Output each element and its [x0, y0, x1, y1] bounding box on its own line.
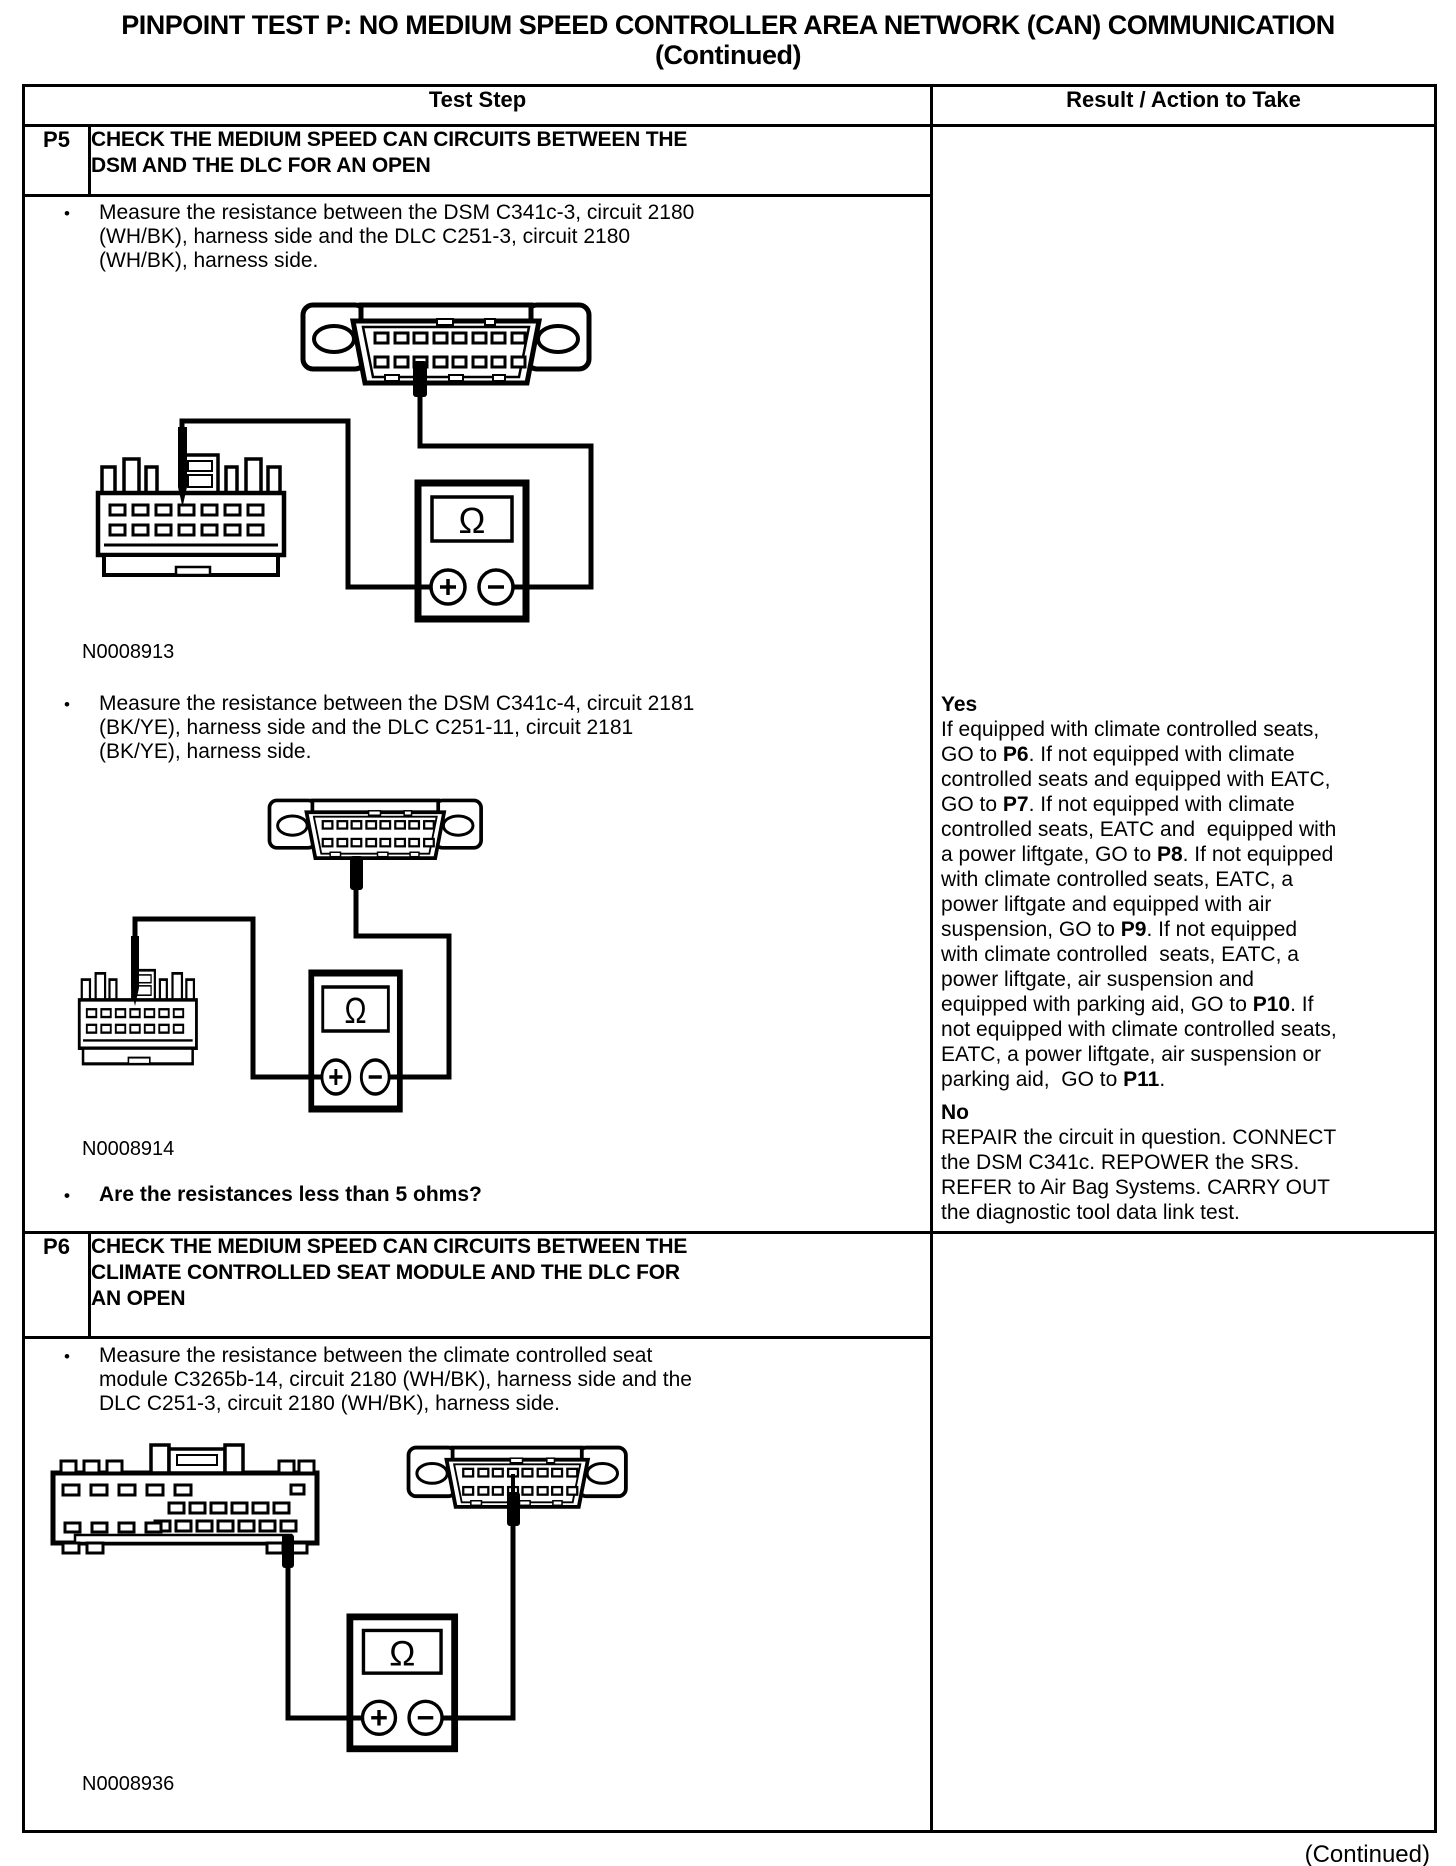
figure-label-2: N0008914	[82, 1138, 175, 1160]
wiring-diagram-n0008936	[39, 1436, 699, 1761]
wiring-diagram-n0008913	[51, 281, 711, 631]
step-p5-heading-row	[24, 126, 1436, 196]
result-yes-text: If equipped with climate controlled seats, GO to P6. If not equipped with climate controlled seats and equipped with EATC, GO to P7. If not equipped with climate controlled seats, EATC and equipped with a power liftgate, GO to P8. If not equipped with climate controlled seats, EATC, a power liftgate and equipped with air suspension, GO to P9. If not equipped with climate controlled seats, EATC, a power liftgate, air suspension and equipped with parking aid, GO to P10. If not equipped with climate controlled seats, EATC, a power liftgate, air suspension or parking aid, GO to P11.	[941, 718, 1337, 1091]
bullet-icon: •	[64, 695, 70, 714]
result-cell-p5	[932, 126, 1436, 1233]
result-no-label: No	[941, 1101, 970, 1124]
step-p5-question	[64, 1183, 930, 1208]
step-p5-bullet-1-text: Measure the resistance between the DSM C341c-3, circuit 2180 (WH/BK), harness side and the DLC C251-3, circuit 2180 (WH/BK), harness side.	[99, 201, 695, 272]
step-p6-bullet-1-text: Measure the resistance between the climate controlled seat module C3265b-14, circuit 2180 (WH/BK), harness side and the DLC C251-3, circuit 2180 (WH/BK), harness side.	[99, 1344, 692, 1415]
bullet-icon: •	[64, 1186, 70, 1205]
probe-tip-dsm	[178, 427, 187, 487]
dsm-connector-icon	[98, 455, 284, 575]
column-header-result: Result / Action to Take	[932, 86, 1436, 126]
step-title-p6	[90, 1233, 932, 1338]
page-title	[0, 0, 1456, 70]
result-text-p5	[933, 127, 1434, 1231]
page-title-line1: PINPOINT TEST P: NO MEDIUM SPEED CONTROLLER AREA NETWORK (CAN) COMMUNICATION	[121, 10, 1335, 40]
bullet-icon: •	[64, 1347, 70, 1366]
probe-tip-dsm	[131, 936, 139, 988]
bullet-icon: •	[64, 204, 70, 223]
footer-continued: (Continued)	[1304, 1841, 1430, 1866]
probe-tip-dlc	[350, 856, 363, 890]
step-p5-bullet-1	[64, 201, 930, 273]
step-title-p6-text: CHECK THE MEDIUM SPEED CAN CIRCUITS BETWEEN THE CLIMATE CONTROLLED SEAT MODULE AND THE DLC FOR AN OPEN	[91, 1235, 688, 1310]
page-title-line2: (Continued)	[655, 40, 801, 70]
column-header-test-step: Test Step	[24, 86, 932, 126]
step-p5-content	[24, 196, 932, 1233]
dlc-connector-icon	[269, 800, 481, 858]
result-yes-label: Yes	[941, 693, 978, 716]
dlc-connector-icon	[303, 305, 589, 383]
step-id-p6: P6	[24, 1233, 90, 1338]
figure-label-3: N0008936	[82, 1773, 175, 1795]
step-title-p5-text: CHECK THE MEDIUM SPEED CAN CIRCUITS BETWEEN THE DSM AND THE DLC FOR AN OPEN	[91, 128, 688, 177]
step-id-p5: P5	[24, 126, 90, 196]
step-p5-bullet-2	[64, 692, 930, 764]
step-p6-heading-row	[24, 1233, 1436, 1338]
step-title-p5	[90, 126, 932, 196]
seat-module-connector-icon	[53, 1445, 317, 1553]
pinpoint-test-table	[22, 84, 1437, 1833]
table-header-row	[24, 86, 1436, 126]
step-p6-bullet-1	[64, 1344, 930, 1416]
step-p6-content	[24, 1338, 932, 1832]
wiring-diagram-n0008914	[51, 792, 711, 1122]
result-cell-p6	[932, 1233, 1436, 1832]
probe-tip-dlc	[413, 361, 427, 397]
probe-tip-dlc	[507, 1492, 520, 1526]
figure-label-1: N0008913	[82, 641, 175, 663]
step-p5-bullet-2-text: Measure the resistance between the DSM C341c-4, circuit 2181 (BK/YE), harness side and the DLC C251-11, circuit 2181 (BK/YE), harness side.	[99, 692, 695, 763]
step-p5-question-text: Are the resistances less than 5 ohms?	[99, 1183, 482, 1206]
result-no-text: REPAIR the circuit in question. CONNECT the DSM C341c. REPOWER the SRS. REFER to Air Bag Systems. CARRY OUT the diagnostic tool data link test.	[941, 1126, 1337, 1224]
probe-tip-module	[282, 1534, 294, 1568]
